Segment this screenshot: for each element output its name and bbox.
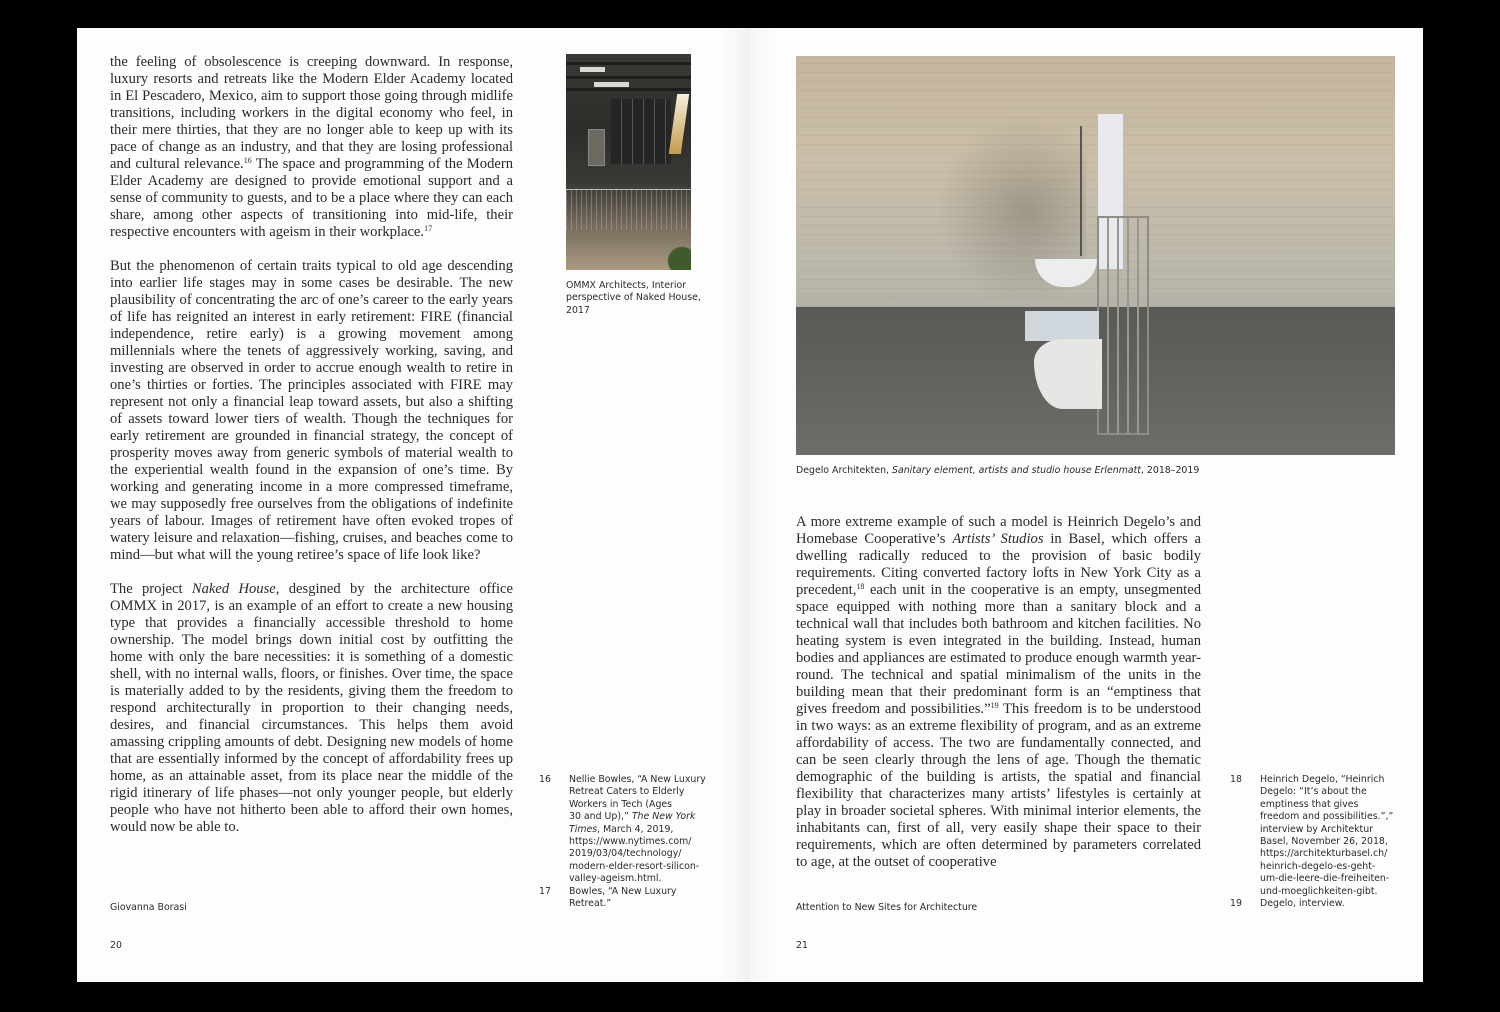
left-body-text <box>110 54 513 853</box>
paragraph <box>110 581 513 836</box>
page-number-left: 20 <box>110 940 122 951</box>
footnote-number: 18 <box>1230 774 1242 785</box>
italic-title: Artists’ Studios <box>952 531 1044 547</box>
text-run: This freedom is to be understood in two ways: as an extreme flexibility of program, and as an extreme affordability of access. The two are fundamentally connected, and can be seen clearly through the lens of age. Though the thematic demographic of the building is artists, the spatial and financial flexibility that characterizes many artists’ lifestyles is certainly at play in broader societal spheres. With minimal interior elements, the inhabitants can, first of all, very easily shape their space to their requirements, which are often determined by parameters correlated to age, at the outset of cooperative <box>796 701 1201 870</box>
right-footnotes <box>1230 774 1410 910</box>
right-image-caption <box>796 465 1416 477</box>
footnote-number: 17 <box>539 885 551 897</box>
text-run: The project <box>110 581 192 597</box>
paragraph <box>796 514 1201 871</box>
footnote-ref: 17 <box>424 224 433 233</box>
caption-prefix: Degelo Architekten, <box>796 465 893 476</box>
footnote-ref: 18 <box>856 582 865 591</box>
text-run: But the phenomenon of certain traits typical to old age descending into earlier life stages may in some cases be desirable. The new plausibility of concentrating the arc of one’s career to the early years of life has reignited an interest in early retirement: FIRE (financial independence, retire early) is a growing movement among millennials where the tenets of aggressively working, saving, and investing are observed in order to accrue enough wealth to retire in one’s thirties or forties. The principles associated with FIRE may represent not only a financial leap toward assets, but also a shifting of assets toward lower tiers of wealth. Though the techniques for early retirement are grounded in financial strategy, the concept of prosperity moves away from generic symbols of material wealth to the experiential wealth found in the expansion of one’s time. By working and generating income in a more compressed timeframe, we may supposedly free ourselves from the obligations of indefinite years of labour. Images of retirement have often evoked tropes of watery leisure and relaxation—fishing, cruises, and beaches come to mind—but what will the young retiree’s space of life look like? <box>110 258 513 563</box>
right-body-text <box>796 514 1201 888</box>
page-number-right: 21 <box>796 940 808 951</box>
caption-title: Sanitary element, artists and studio house Erlenmatt <box>892 465 1141 476</box>
naked-house-interior-image <box>566 54 691 270</box>
left-image-caption: OMMX Architects, Interior perspective of Naked House, 2017 <box>566 280 701 316</box>
sanitary-element-photo <box>796 56 1395 455</box>
running-footer-book-title: Attention to New Sites for Architecture <box>796 902 978 913</box>
running-footer-author: Giovanna Borasi <box>110 902 187 913</box>
footnote-number: 19 <box>1230 898 1242 910</box>
footnote-text: Heinrich Degelo, “Heinrich Degelo: “It’s about the emptiness that gives freedom and possibilities.”,” interview by Architektur Basel, November 26, 2018, https://architekturbasel.ch/ heinrich-degelo-es-geht- um-die-leere-die-freiheiten- und-moeglichkeiten-gibt. <box>1260 774 1394 897</box>
footnote-ref: 16 <box>243 156 252 165</box>
footnote-ref: 19 <box>990 701 999 710</box>
text-run: each unit in the cooperative is an empty, unsegmented space equipped with nothing more than a sanitary block and a technical wall that includes both bathroom and kitchen facilities. No heating system is even integrated in the building. Instead, human bodies and appliances are estimated to produce enough warmth year-round. The technical and spatial minimalism of the units in the building mean that their predominant form is an “emptiness that gives freedom and possibilities.” <box>796 582 1201 717</box>
left-footnotes <box>539 774 709 910</box>
paragraph <box>110 54 513 241</box>
text-run: The space and programming of the Modern Elder Academy are designed to provide emotional support and a sense of community to guests, and to be a place where they can each share, among other aspects of transitioning into mid-life, their respective encounters with ageism in their workplace. <box>110 156 514 240</box>
text-run: A more extreme example of such a model is Heinrich Degelo’s and Homebase Cooperative’s <box>796 514 1201 547</box>
footnote <box>1230 898 1410 910</box>
footnote-text: Bowles, “A New Luxury Retreat.” <box>569 885 677 910</box>
text-run: the feeling of obsolescence is creeping downward. In response, luxury resorts and retreats like the Modern Elder Academy located in El Pescadero, Mexico, aim to support those going through midlife transitions, including workers in the digital economy who feel, in their mere thirties, that they are no longer able to keep up with its pace of change as an industry, and that they are losing professional and cultural relevance. <box>110 54 513 172</box>
footnote <box>1230 774 1410 898</box>
text-run: , desgined by the architecture office OMMX in 2017, is an example of an effort to create a new housing type that provides a financially accessible threshold to home ownership. The model brings down initial cost by outfitting the home with only the bare necessities: it is something of a domestic shell, with no internal walls, floors, or finishes. Over time, the space is materially added to by the residents, giving them the freedom to respond architecturally in proportion to their changing needs, desires, and financial circumstances. This helps them avoid amassing crippling amounts of debt. Designing new models of home that are essentially informed by the concept of affordability frees up home, as an attainable asset, from its place near the middle of the rigid itinerary of life phases—not only younger people, but elderly people who have not hitherto been able to afford their own homes, would now be able to. <box>110 581 513 835</box>
footnote <box>539 886 709 911</box>
footnote-text: Degelo, interview. <box>1260 898 1345 910</box>
caption-suffix: , 2018–2019 <box>1140 465 1200 476</box>
book-spread <box>77 28 1423 982</box>
footnote-text: Nellie Bowles, “A New Luxury Retreat Caters to Elderly Workers in Tech (Ages 30 and Up),” The New York Times, March 4, 2019, https://www.nytimes.com/ 2019/03/04/technology/ modern-elder-resort-silicon- valley-ageism.html. <box>569 774 706 885</box>
text-run: in Basel, which offers a dwelling radically reduced to the provision of basic bodily requirements. Citing converted factory lofts in New York City as a precedent, <box>796 531 1202 598</box>
paragraph <box>110 258 513 564</box>
footnote <box>539 774 709 886</box>
footnote-number: 16 <box>539 774 551 785</box>
italic-title: Naked House <box>191 581 276 597</box>
book-spine <box>717 28 777 982</box>
